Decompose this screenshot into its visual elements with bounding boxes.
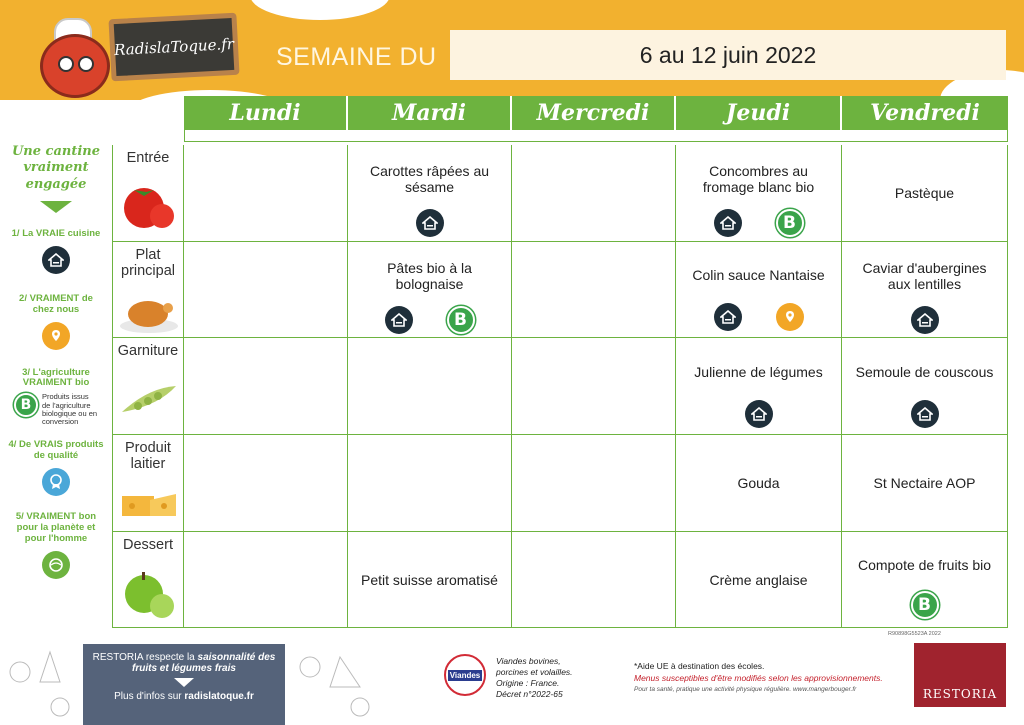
row-label-text: Garniture (117, 343, 179, 359)
bio-b-icon: B (447, 306, 475, 334)
tagline: Une cantine vraiment engagée (11, 144, 101, 192)
vegetables-pattern (0, 642, 83, 725)
dish-text: Semoule de couscous (855, 364, 994, 380)
bio-b-icon: B (14, 393, 38, 417)
dish-text: Caviar d'aubergines aux lentilles (862, 260, 987, 292)
day-mardi: Mardi (348, 96, 512, 130)
bio-note-text: Produits issus de l'agriculture biologique ou en conversion (42, 392, 98, 427)
triangle-down-icon (174, 678, 194, 687)
seasonality-text-a: RESTORIA respecte la (92, 652, 195, 663)
menu-change-note: Menus susceptibles d'être modifiés selon les approvisionnements. (634, 673, 883, 684)
house-chef-icon (714, 303, 742, 331)
house-chef-icon (714, 209, 742, 237)
dish-text: Petit suisse aromatisé (361, 571, 498, 588)
cell-garniture-mercredi (512, 338, 676, 435)
cell-dessert-mercredi (512, 532, 676, 628)
dish-text: Julienne de légumes (694, 364, 823, 380)
website-link[interactable]: radislatoque.fr (184, 691, 254, 702)
cell-entree-mardi (348, 145, 512, 242)
cell-laitier-lundi (184, 435, 348, 532)
commitment-1: 1/ La VRAIE cuisine (11, 227, 101, 239)
cell-plat-lundi (184, 242, 348, 338)
chalkboard (108, 13, 239, 82)
cell-garniture-lundi (184, 338, 348, 435)
cell-garniture-mardi (348, 338, 512, 435)
apple-illustration (120, 568, 178, 620)
mascot-radish (40, 34, 110, 98)
house-chef-icon (416, 209, 444, 237)
dish-text: Carottes râpées au sésame (369, 163, 490, 195)
legal-sidebar (1010, 440, 1018, 620)
house-chef-icon (42, 246, 70, 274)
day-jeudi: Jeudi (676, 96, 842, 130)
day-lundi: Lundi (184, 96, 348, 130)
restoria-logo (914, 643, 1006, 707)
more-info-text (83, 691, 285, 702)
commitment-4: 4/ De VRAIS produits de qualité (8, 439, 104, 462)
triangle-down-icon (40, 201, 72, 213)
mascot-eye (58, 56, 74, 72)
more-info-a: Plus d'infos sur (114, 691, 182, 702)
cell-plat-jeudi (676, 242, 842, 338)
date-box (450, 30, 1006, 80)
dish-text: Concombres au fromage blanc bio (702, 163, 815, 195)
week-label: SEMAINE DU (276, 43, 437, 71)
dish-text: Pastèque (894, 185, 955, 201)
cell-entree-vendredi (842, 145, 1008, 242)
header-subrow (184, 130, 1008, 142)
header-band (0, 0, 1024, 100)
cell-dessert-lundi (184, 532, 348, 628)
reference-code: R90898G5523A 2022 (888, 631, 941, 637)
seasonality-text-b: saisonnalité des fruits et légumes frais (132, 652, 276, 674)
health-note: Pour ta santé, pratique une activité physique régulière. www.mangerbouger.fr (634, 685, 857, 693)
tomato-illustration (120, 178, 178, 232)
cell-entree-lundi (184, 145, 348, 242)
cell-dessert-vendredi (842, 532, 1008, 628)
house-chef-icon (911, 400, 939, 428)
cell-entree-mercredi (512, 145, 676, 242)
eu-aid-note: *Aide UE à destination des écoles. (634, 661, 765, 671)
viandes-francaises-logo (444, 654, 486, 696)
dish-text: Colin sauce Nantaise (692, 267, 825, 283)
cell-plat-mardi (348, 242, 512, 338)
vf-line: porcines et volailles. (496, 667, 573, 678)
vf-line: Viandes bovines, (496, 656, 561, 666)
brand-name: RadislaToque.fr (113, 34, 235, 60)
row-label-text: Dessert (123, 537, 173, 553)
row-label-text: Entrée (126, 150, 170, 166)
bio-b-icon: B (911, 591, 939, 619)
row-label-text: Produit laitier (125, 440, 171, 472)
commitment-2: 2/ VRAIMENT de chez nous (19, 292, 93, 315)
house-chef-icon (385, 306, 413, 334)
mascot-eye (78, 56, 94, 72)
quality-badge-icon (42, 468, 70, 496)
roast-chicken-illustration (118, 292, 180, 334)
house-chef-icon (911, 306, 939, 334)
cell-laitier-mardi (348, 435, 512, 532)
dish-text: Crème anglaise (709, 571, 808, 588)
bio-b-icon: B (776, 209, 804, 237)
peas-illustration (118, 378, 180, 422)
commitment-3: 3/ L'agriculture VRAIMENT bio (22, 366, 90, 389)
cell-plat-mercredi (512, 242, 676, 338)
cloud-decoration (250, 0, 390, 20)
cell-laitier-mercredi (512, 435, 676, 532)
seasonality-text (83, 652, 285, 674)
local-pin-icon (42, 322, 70, 350)
cheese-illustration (120, 488, 178, 520)
local-pin-icon (776, 303, 804, 331)
dish-text: St Nectaire AOP (873, 475, 976, 491)
seasonality-box (83, 644, 285, 725)
cell-garniture-jeudi (676, 338, 842, 435)
cell-plat-vendredi (842, 242, 1008, 338)
vegetables-pattern (290, 642, 385, 725)
cell-dessert-mardi (348, 532, 512, 628)
date-range: 6 au 12 juin 2022 (639, 41, 817, 68)
logo (18, 10, 238, 100)
restoria-logo-text: RESTORIA (922, 687, 998, 701)
dish-text: Pâtes bio à la bolognaise (387, 260, 472, 292)
house-chef-icon (745, 400, 773, 428)
commitment-5: 5/ VRAIMENT bon pour la planète et pour l'homme (15, 511, 97, 545)
vf-logo-text: Viandes (449, 670, 481, 680)
dish-text: Gouda (737, 475, 780, 491)
day-vendredi: Vendredi (842, 96, 1008, 130)
cell-dessert-jeudi (676, 532, 842, 628)
day-mercredi: Mercredi (512, 96, 676, 130)
cell-laitier-vendredi (842, 435, 1008, 532)
meat-origin-text (496, 656, 573, 700)
vf-line: Origine : France. (496, 678, 560, 689)
cell-laitier-jeudi (676, 435, 842, 532)
planet-icon (42, 551, 70, 579)
cell-entree-jeudi (676, 145, 842, 242)
bio-note (0, 393, 112, 426)
footer-notes (634, 660, 883, 694)
dish-text: Compote de fruits bio (857, 557, 992, 573)
cell-garniture-vendredi (842, 338, 1008, 435)
row-label-text: Plat principal (121, 247, 175, 279)
vf-line: Décret n°2022-65 (496, 689, 563, 700)
commitments-panel (0, 140, 112, 579)
